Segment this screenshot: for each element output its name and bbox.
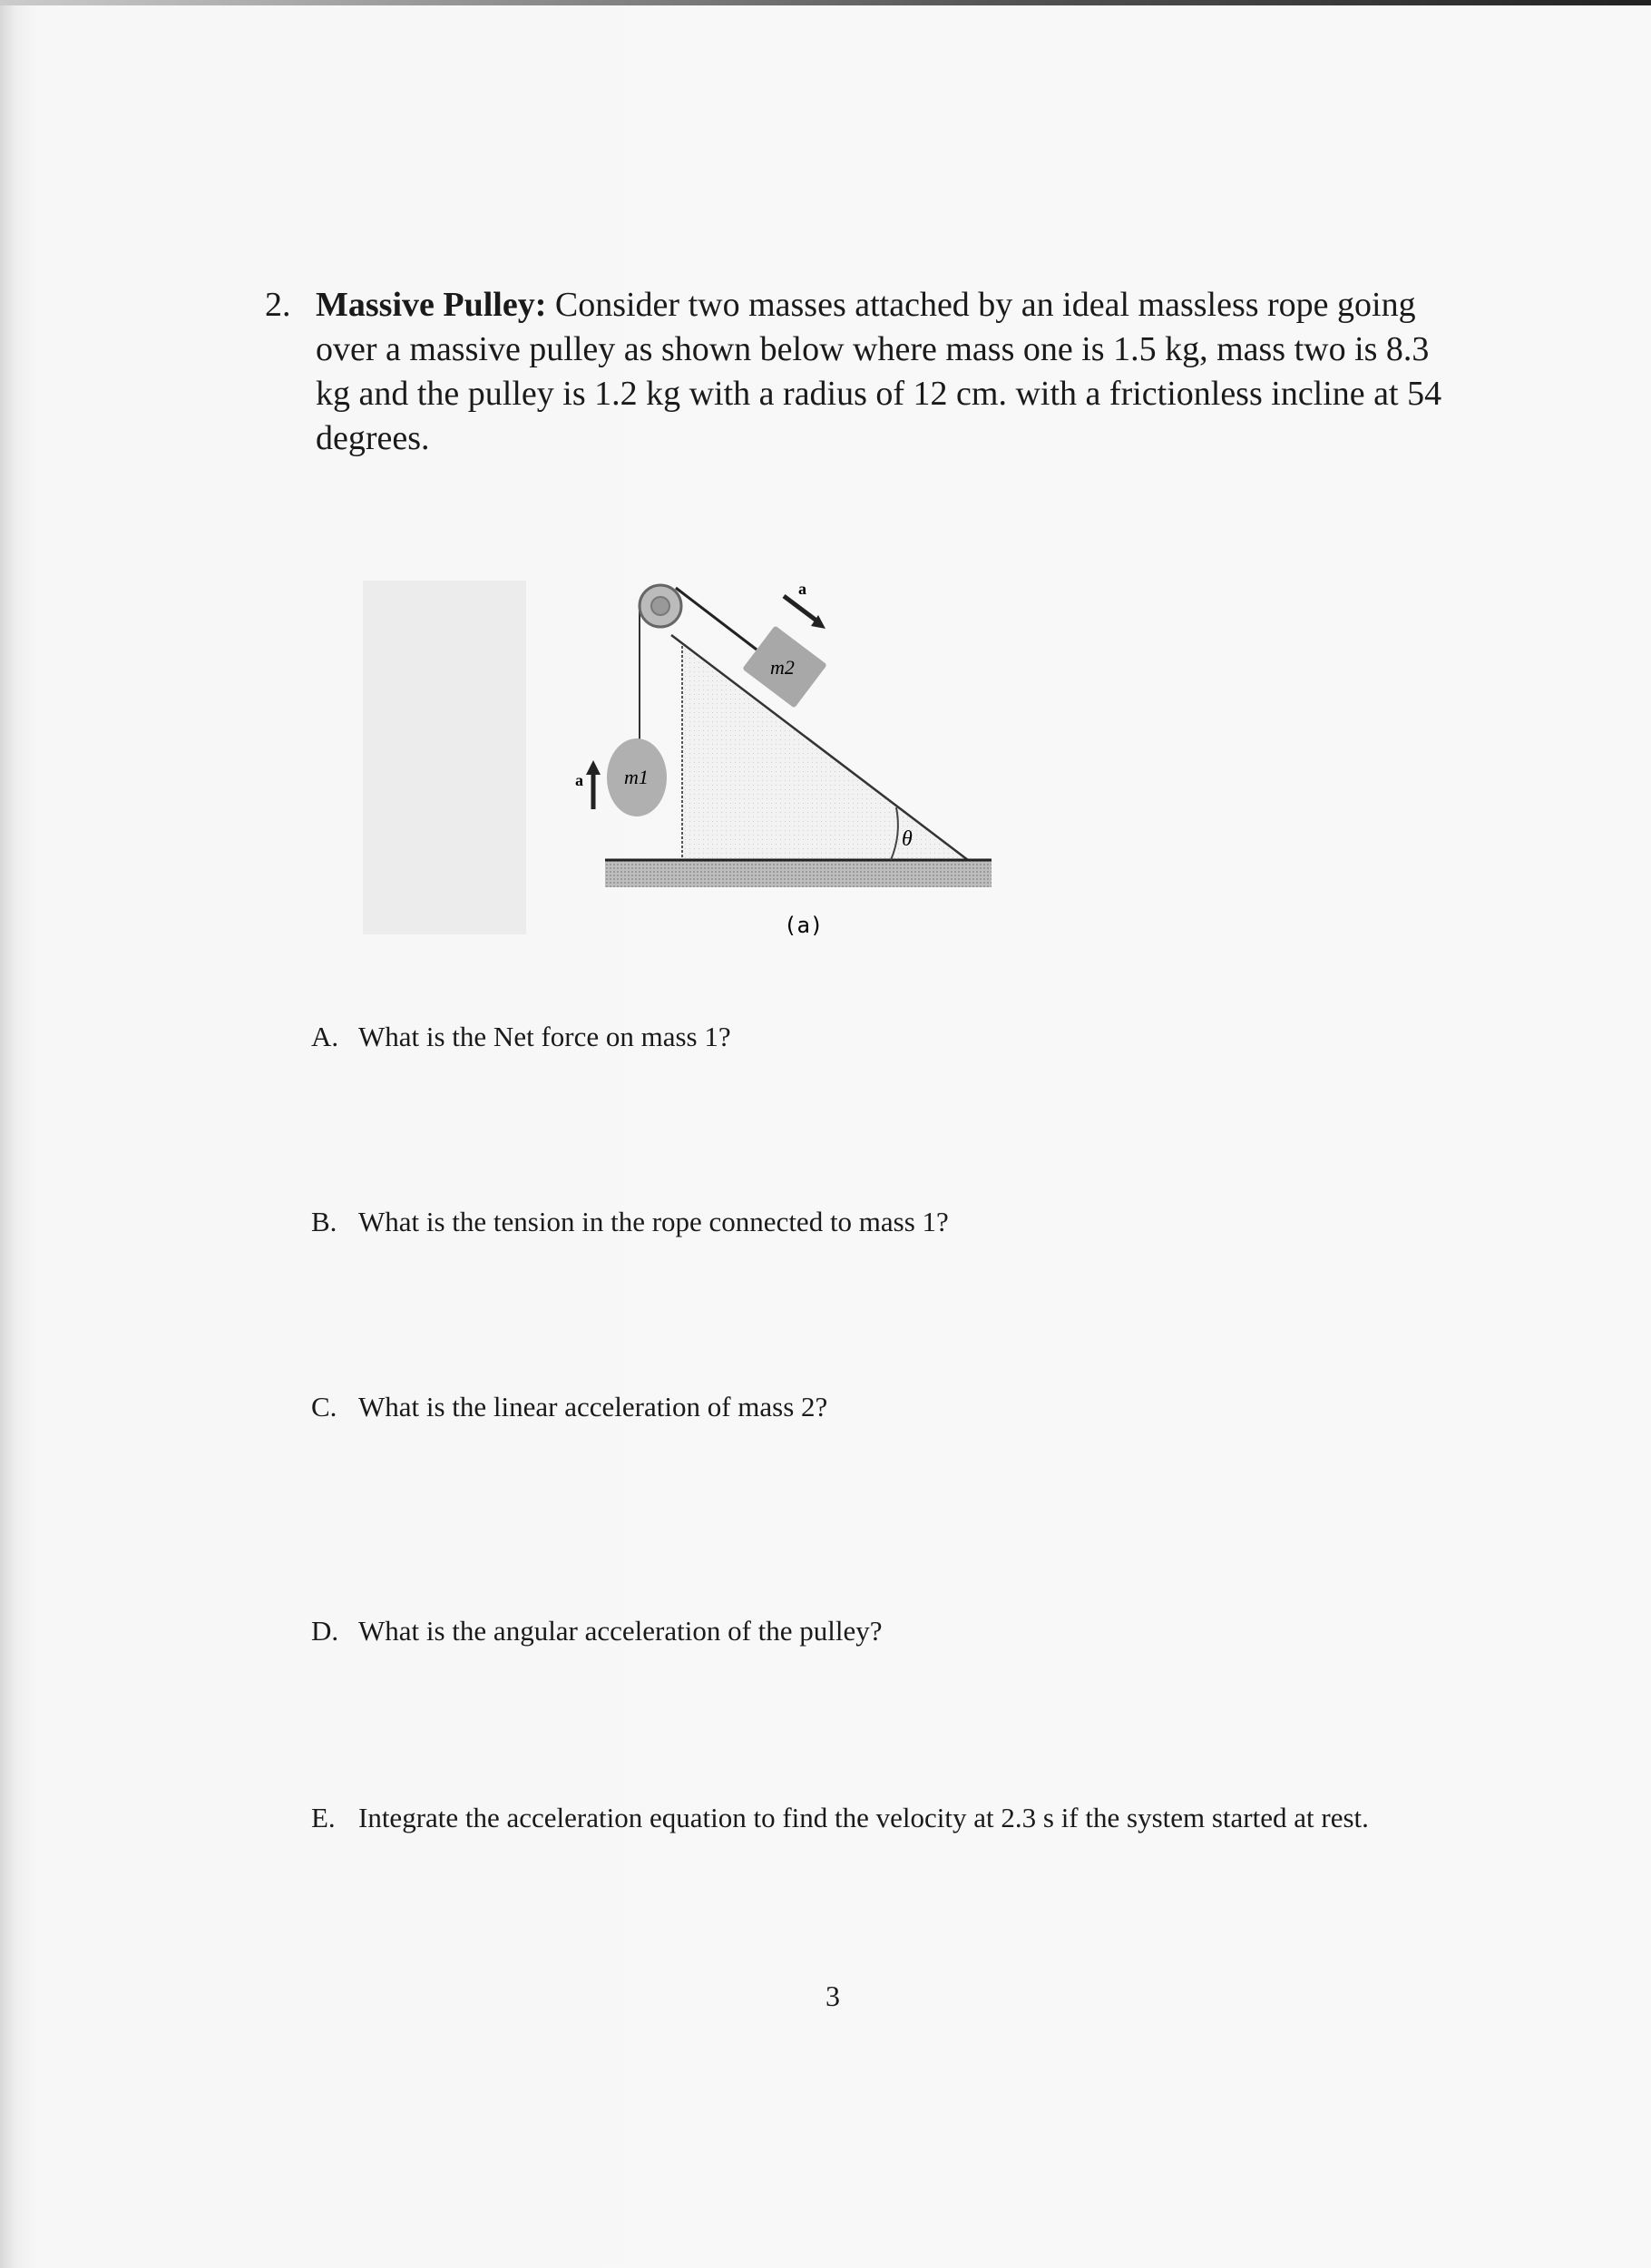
question-label: A. [311,1021,339,1052]
mass-2-label: m2 [770,656,795,679]
ground [605,860,992,887]
problem-number: 2. [265,286,291,324]
question-c [311,1388,1382,1425]
pulley-incline-figure [0,0,1651,998]
problem-text: Consider two masses attached by an ideal massless rope going over a massive pulley as shown below where mass one is 1.5 kg, mass two is 8.3 kg and the pulley is 1.2 kg with a radius of 12 cm. with a frictionless incline at 54 degrees. [316,286,1442,457]
question-text: What is the linear acceleration of mass 2? [358,1391,828,1422]
arrow-up-head [586,760,601,775]
pulley-axle [651,597,669,615]
question-b [311,1203,1382,1240]
question-text: What is the angular acceleration of the pulley? [358,1615,883,1647]
accel-label-2: a [798,580,806,598]
rope-incline [676,588,757,650]
question-text: What is the Net force on mass 1? [358,1021,731,1052]
arrow-down-incline-icon [784,596,816,621]
question-d [311,1612,1382,1649]
question-label: B. [311,1206,337,1237]
problem-title: Massive Pulley: [316,286,547,324]
question-e [311,1799,1382,1836]
figure-caption: (a) [784,913,824,938]
accel-label-1: a [575,771,583,789]
page-number: 3 [826,1980,840,2012]
mass-2-block [742,625,827,708]
angle-label: θ [902,827,913,851]
question-text: Integrate the acceleration equation to find the velocity at 2.3 s if the system started at rest. [358,1802,1369,1833]
faint-grid [363,581,526,934]
question-label: D. [311,1615,339,1647]
question-text: What is the tension in the rope connected to mass 1? [358,1206,949,1237]
question-a [311,1018,1382,1055]
question-label: E. [311,1802,336,1833]
mass-1-label: m1 [624,766,649,788]
question-label: C. [311,1391,337,1422]
